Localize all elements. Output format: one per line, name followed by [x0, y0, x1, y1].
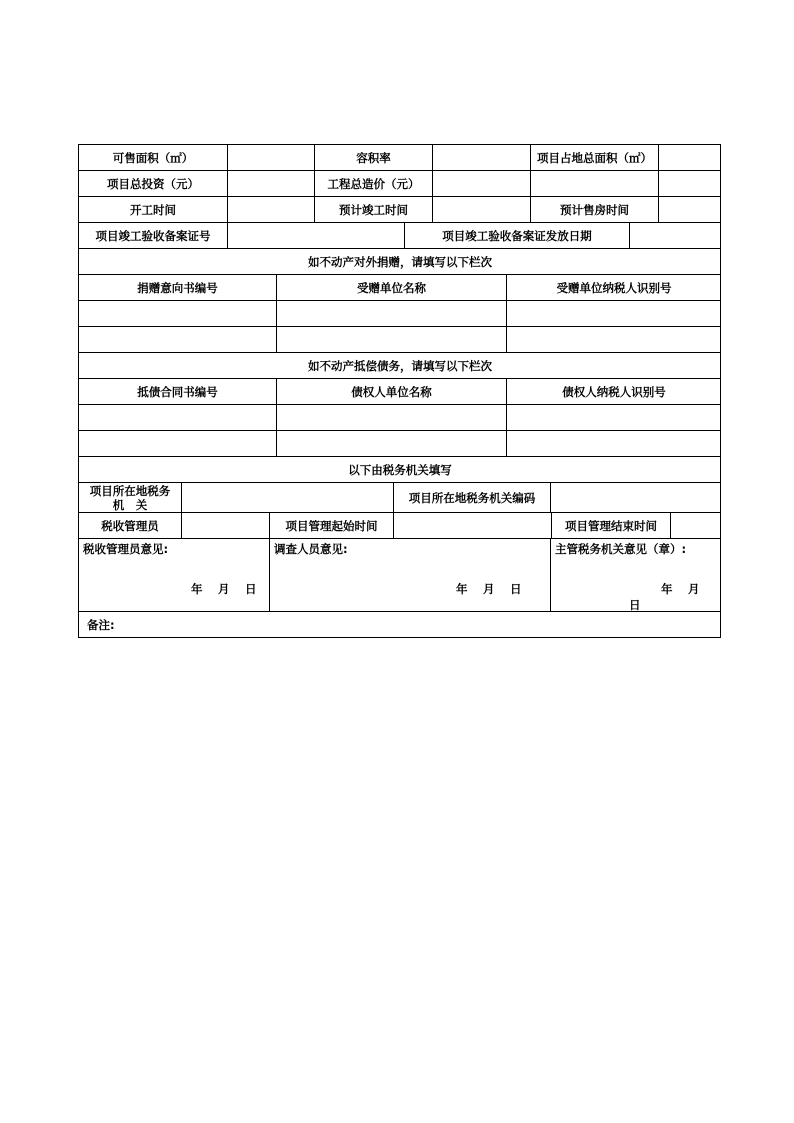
row-investment — [78, 171, 721, 197]
authority-opinion-label: 主管税务机关意见（章）: — [555, 542, 687, 556]
authority-opinion-date-1: 年 月 — [661, 582, 700, 596]
remarks-cell[interactable] — [79, 612, 721, 638]
field-tax-authority-code[interactable] — [551, 483, 721, 513]
row-area — [78, 144, 721, 171]
field-creditor[interactable] — [277, 405, 507, 431]
tax-registration-form — [78, 144, 721, 638]
field-mgmt-end[interactable] — [671, 513, 721, 539]
donation-header: 如不动产对外捐赠，请填写以下栏次 — [79, 249, 721, 275]
label-tax-authority: 项目所在地税务机 关 — [79, 483, 182, 513]
label-planned-completion: 预计竣工时间 — [315, 197, 433, 223]
label-plot-ratio: 容积率 — [315, 145, 433, 171]
label-cert-no: 项目竣工验收备案证号 — [79, 223, 228, 249]
field-creditor-tax[interactable] — [507, 405, 721, 431]
field-total-investment[interactable] — [228, 171, 315, 197]
tax-header: 以下由税务机关填写 — [79, 457, 721, 483]
donation-data-row — [78, 327, 721, 353]
field-intent-no[interactable] — [79, 301, 277, 327]
donation-columns-row — [78, 275, 721, 301]
label-mgmt-end: 项目管理结束时间 — [552, 513, 671, 539]
field-recipient[interactable] — [277, 301, 507, 327]
officer-opinion-cell[interactable] — [79, 539, 270, 612]
debt-header: 如不动产抵偿债务，请填写以下栏次 — [79, 353, 721, 379]
field-intent-no[interactable] — [79, 327, 277, 353]
col-creditor: 债权人单位名称 — [277, 379, 507, 405]
debt-columns-row — [78, 379, 721, 405]
col-recipient: 受赠单位名称 — [277, 275, 507, 301]
tax-header-row — [78, 457, 721, 483]
donation-header-row — [78, 249, 721, 275]
debt-data-row — [78, 431, 721, 457]
field-creditor[interactable] — [277, 431, 507, 457]
field-plot-ratio[interactable] — [433, 145, 531, 171]
investigator-opinion-date: 年 月 日 — [456, 582, 522, 596]
field-tax-officer[interactable] — [182, 513, 270, 539]
field-planned-completion[interactable] — [433, 197, 531, 223]
officer-opinion-label: 税收管理员意见: — [83, 542, 169, 556]
col-contract-no: 抵债合同书编号 — [79, 379, 277, 405]
debt-header-row — [78, 353, 721, 379]
label-mgmt-start: 项目管理起始时间 — [270, 513, 394, 539]
label-cert-date: 项目竣工验收备案证发放日期 — [405, 223, 630, 249]
field-start-time[interactable] — [228, 197, 315, 223]
tax-authority-row — [78, 483, 721, 513]
label-tax-authority-code: 项目所在地税务机关编码 — [394, 483, 551, 513]
field-tax-authority[interactable] — [182, 483, 394, 513]
authority-opinion-cell[interactable] — [551, 539, 721, 612]
field-cert-date[interactable] — [630, 223, 721, 249]
row-schedule — [78, 197, 721, 223]
field-contract-no[interactable] — [79, 431, 277, 457]
field-cert-no[interactable] — [228, 223, 405, 249]
field-recipient[interactable] — [277, 327, 507, 353]
remarks-label: 备注: — [87, 617, 115, 632]
col-intent-no: 捐赠意向书编号 — [79, 275, 277, 301]
field-creditor-tax[interactable] — [507, 431, 721, 457]
label-total-investment: 项目总投资（元） — [79, 171, 228, 197]
remarks-row — [78, 612, 721, 638]
tax-officer-row — [78, 513, 721, 539]
officer-opinion-date: 年 月 日 — [191, 582, 257, 596]
blank-cell — [531, 171, 659, 197]
authority-opinion-date-2: 日 — [629, 598, 641, 612]
field-mgmt-start[interactable] — [394, 513, 552, 539]
col-recipient-tax: 受赠单位纳税人识别号 — [507, 275, 721, 301]
opinions-row — [78, 539, 721, 612]
field-contract-no[interactable] — [79, 405, 277, 431]
label-saleable-area: 可售面积（㎡） — [79, 145, 228, 171]
field-total-cost[interactable] — [433, 171, 531, 197]
debt-data-row — [78, 405, 721, 431]
investigator-opinion-cell[interactable] — [270, 539, 551, 612]
label-land-area: 项目占地总面积（㎡） — [531, 145, 659, 171]
col-creditor-tax: 债权人纳税人识别号 — [507, 379, 721, 405]
row-certificate — [78, 223, 721, 249]
label-start-time: 开工时间 — [79, 197, 228, 223]
investigator-opinion-label: 调查人员意见: — [274, 542, 348, 556]
field-land-area[interactable] — [659, 145, 721, 171]
field-recipient-tax[interactable] — [507, 327, 721, 353]
donation-data-row — [78, 301, 721, 327]
label-planned-sale: 预计售房时间 — [531, 197, 659, 223]
field-saleable-area[interactable] — [228, 145, 315, 171]
label-total-cost: 工程总造价（元） — [315, 171, 433, 197]
field-recipient-tax[interactable] — [507, 301, 721, 327]
blank-cell — [659, 171, 721, 197]
field-planned-sale[interactable] — [659, 197, 721, 223]
label-tax-officer: 税收管理员 — [79, 513, 182, 539]
